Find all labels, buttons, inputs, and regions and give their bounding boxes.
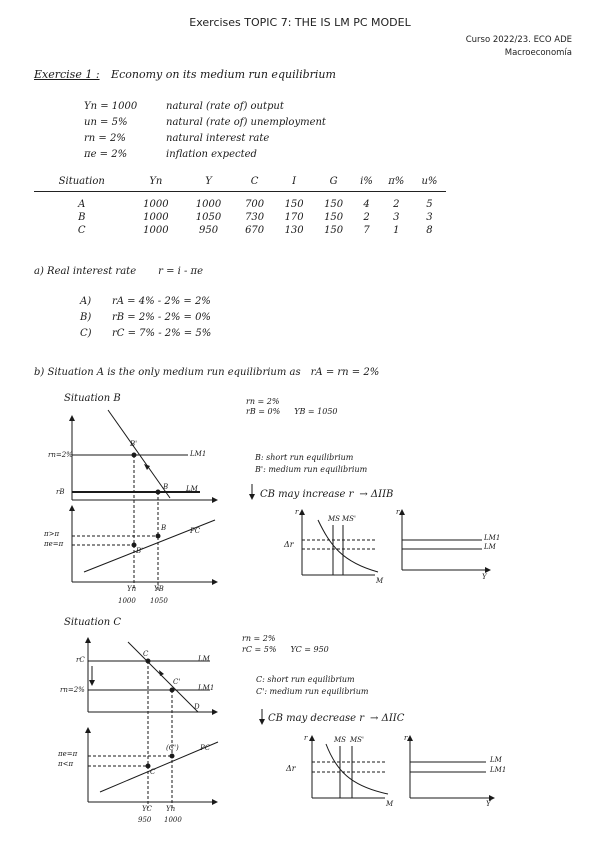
situation-c-title: Situation C: [64, 617, 121, 628]
mini-y-label: Y: [482, 573, 487, 581]
rb-label: rB: [56, 488, 65, 496]
situation-b-values: rn = 2% rB = 0% YB = 1050: [246, 397, 338, 416]
ms-label: MS: [328, 515, 340, 523]
lm-label: LM: [186, 485, 198, 493]
col-header: π%: [380, 176, 413, 192]
situation-c-islm-diagram: [88, 640, 215, 808]
arrow-icon: [159, 670, 164, 676]
mini-lm-label: LM: [490, 756, 502, 764]
list-item: A) rA = 4% - 2% = 2%: [80, 296, 211, 307]
definition-row: un = 5% natural (rate of) unemployment: [84, 117, 326, 128]
situation-c-notes: C: short run equilibrium C': medium run equilibrium: [256, 675, 369, 696]
rn-label: rn=2%: [48, 451, 73, 459]
b1-label: B': [130, 440, 138, 448]
mini-y-label: Y: [486, 800, 491, 808]
pc-label: PC: [190, 527, 201, 535]
rn-label: rn=2%: [60, 686, 85, 694]
lm-label: LM: [198, 655, 210, 663]
dr-label: Δr: [286, 764, 296, 773]
dr-label: Δr: [284, 540, 294, 549]
is-curve: [128, 642, 198, 712]
exercise-label: Exercise 1 :: [34, 68, 100, 81]
md-curve: [326, 744, 388, 794]
page-title: Exercises TOPIC 7: THE IS LM PC MODEL: [189, 16, 411, 29]
situation-b-islm-diagram: [72, 410, 215, 590]
table-row: B 1000 1050 730 170 150 2 3 3: [78, 212, 433, 223]
pi-c-label: π<π: [58, 760, 74, 768]
col-header: Situation: [34, 176, 130, 192]
yn-label: Yn: [127, 585, 137, 593]
table-row: A 1000 1000 700 150 150 4 2 5: [78, 199, 433, 210]
y1000-label: 1000: [118, 597, 136, 605]
col-header: Y: [182, 176, 235, 192]
mini-lm1-label: LM1: [490, 766, 507, 774]
col-header: Yn: [130, 176, 183, 192]
mini-r-label: r: [396, 508, 400, 516]
definition-row: rn = 2% natural interest rate: [84, 133, 270, 144]
situation-b-title: Situation B: [64, 393, 121, 404]
y950-label: 950: [138, 816, 152, 824]
pi-b-label: π>π: [44, 530, 60, 538]
subject-label: Macroeconomía: [504, 48, 572, 58]
situation-c-values: rn = 2% rC = 5% YC = 950: [242, 634, 329, 654]
b1-pc-label: B': [136, 547, 144, 555]
mini-lm-label: LM: [484, 543, 496, 551]
pc-label: PC: [200, 744, 211, 752]
col-header: I: [274, 176, 314, 192]
b-pc-label: B: [161, 524, 167, 532]
is-curve: [108, 410, 170, 498]
mini-r-label: r: [404, 734, 408, 742]
part-a-heading: a) Real interest rate r = i - πe: [34, 266, 204, 277]
rc-label: rC: [76, 656, 85, 664]
ms-label: MS: [334, 736, 346, 744]
yc-label: YC: [142, 805, 152, 813]
list-item: C) rC = 7% - 2% = 5%: [80, 328, 212, 339]
definition-row: Yn = 1000 natural (rate of) output: [84, 101, 284, 112]
ms1-label: MS': [342, 515, 356, 523]
d-label: D: [194, 703, 200, 711]
pi-e-label: πe=π: [44, 540, 64, 548]
mini-m-label: M: [386, 800, 394, 808]
y1050-label: 1050: [150, 597, 168, 605]
c1-label: C': [173, 678, 181, 686]
col-header: C: [235, 176, 275, 192]
col-header: G: [314, 176, 354, 192]
yb-label: YB: [154, 585, 164, 593]
pi-e-label: πe=π: [58, 750, 78, 758]
definition-row: πe = 2% inflation expected: [84, 149, 257, 160]
yn-label: Yn: [166, 805, 176, 813]
point-b: [156, 534, 160, 538]
exercise-title: Economy on its medium run equilibrium: [111, 68, 336, 81]
mini-m-label: M: [376, 577, 384, 585]
lm1-label: LM1: [198, 684, 215, 692]
c-label: C: [143, 650, 149, 658]
y1000-label: 1000: [164, 816, 182, 824]
b-label: B: [163, 483, 169, 491]
mini-lm1-label: LM1: [484, 534, 501, 542]
lm1-label: LM1: [190, 450, 207, 458]
part-b-heading: b) Situation A is the only medium run equilibrium as rA = rn = 2%: [34, 367, 380, 378]
c-pc-label: C: [150, 768, 156, 776]
situation-b-pc-diagram: [72, 508, 215, 582]
course-label: Curso 2022/23. ECO ADE: [465, 35, 572, 45]
mini-r-label: r: [295, 508, 299, 516]
point-c1: [170, 754, 174, 758]
md-curve: [318, 520, 378, 572]
situation-c-pc-diagram: [88, 730, 218, 802]
ms1-label: MS': [350, 736, 364, 744]
col-header: u%: [413, 176, 446, 192]
table-row: C 1000 950 670 130 150 7 1 8: [77, 225, 433, 236]
situation-c-action: CB may decrease r → ΔIIC: [268, 713, 405, 724]
c1-pc-label: (C'): [166, 744, 179, 752]
col-header: i%: [353, 176, 379, 192]
mini-r-label: r: [304, 734, 308, 742]
situation-c-money-market: [312, 738, 492, 798]
situation-b-action: CB may increase r → ΔIIB: [260, 489, 394, 500]
situation-b-notes: B: short run equilibrium B': medium run equilibrium: [255, 453, 368, 474]
list-item: B) rB = 2% - 2% = 0%: [80, 312, 211, 323]
